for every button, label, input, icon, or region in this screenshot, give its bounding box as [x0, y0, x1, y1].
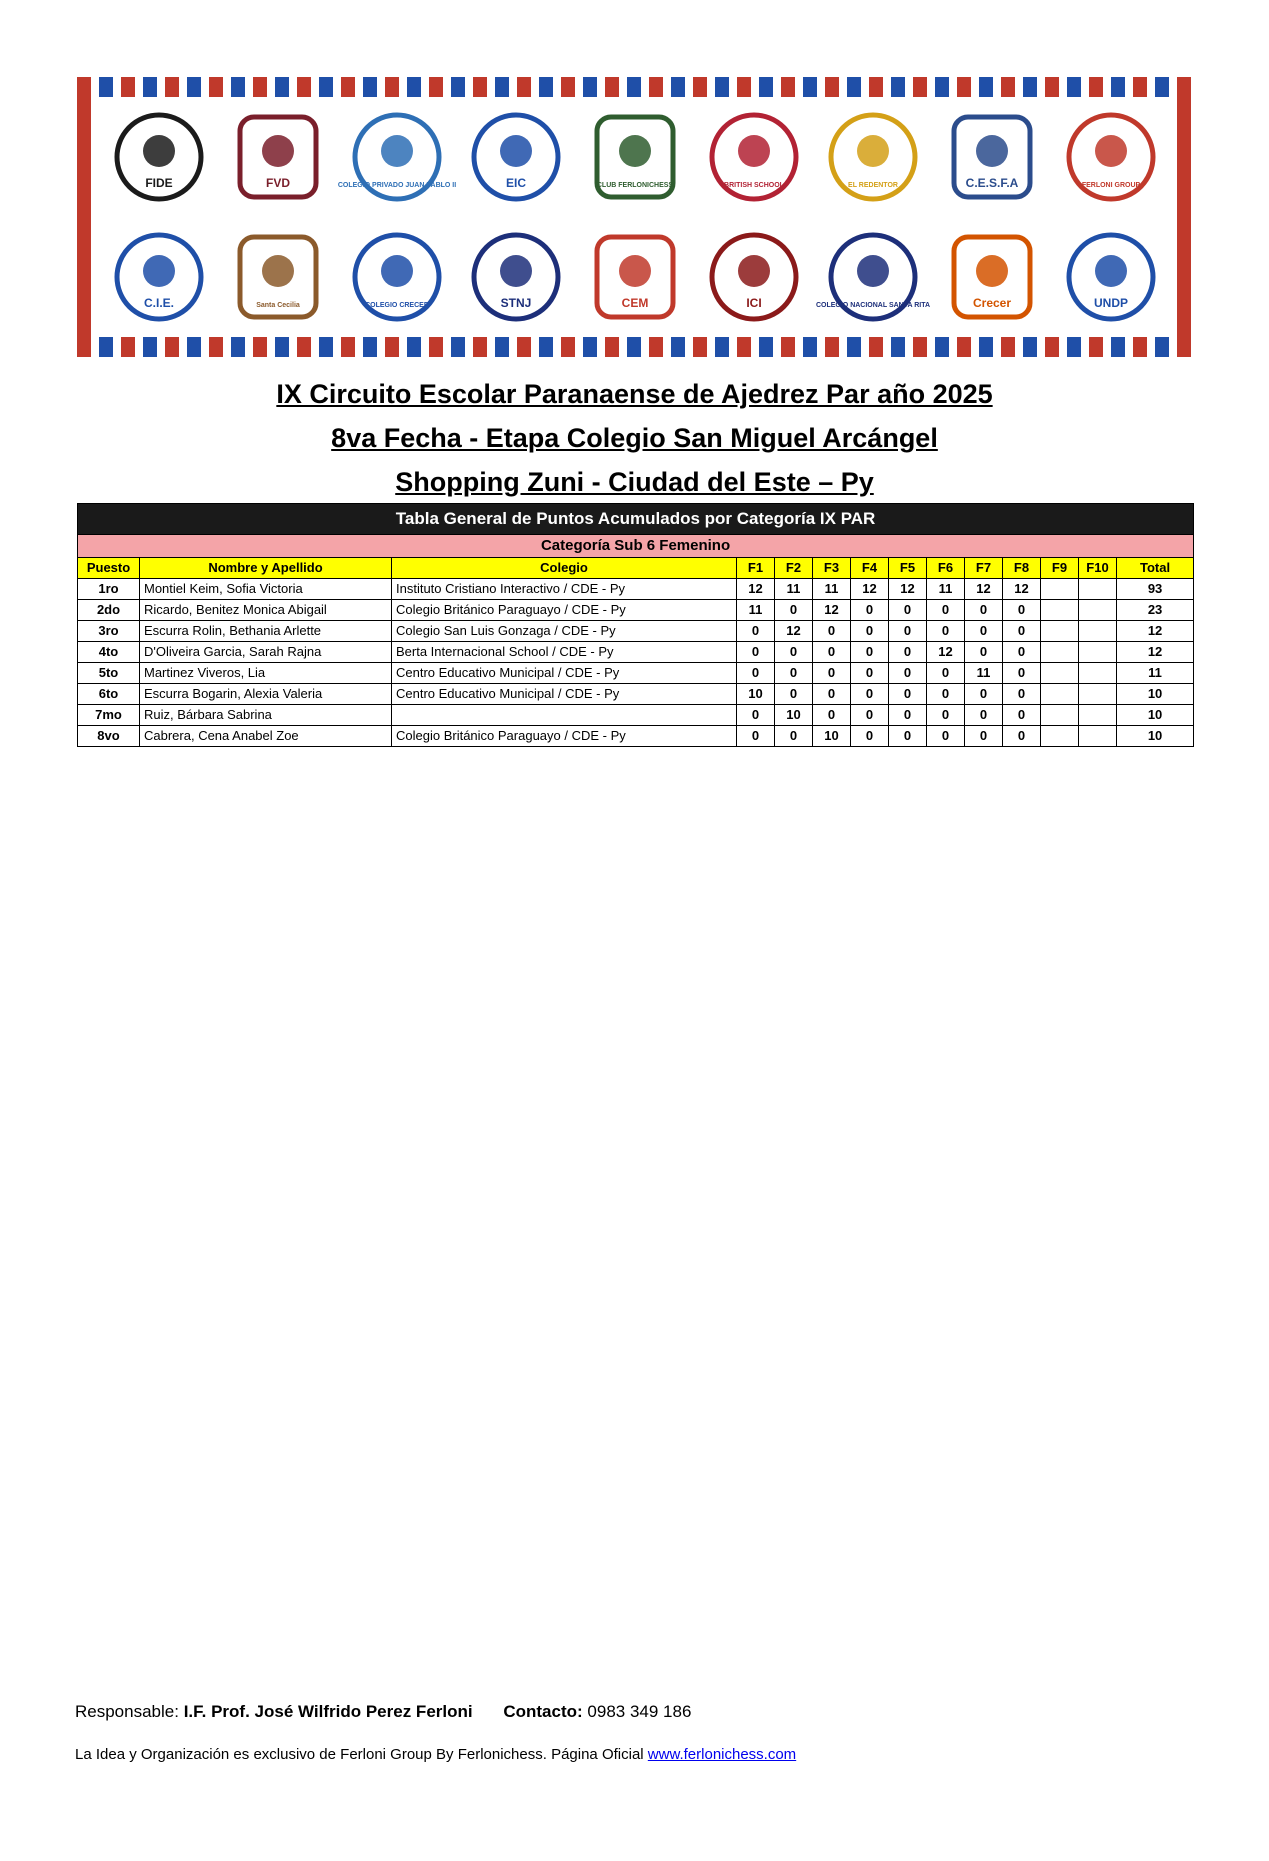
fvd-logo-text: FVD	[265, 176, 290, 190]
column-header: F10	[1079, 558, 1117, 579]
score-cell: 0	[737, 726, 775, 747]
school-cell: Centro Educativo Municipal / CDE - Py	[392, 684, 737, 705]
score-cell	[1041, 663, 1079, 684]
player-name-cell: Cabrera, Cena Anabel Zoe	[140, 726, 392, 747]
score-cell: 0	[775, 600, 813, 621]
score-cell: 0	[775, 663, 813, 684]
table-row	[78, 600, 1194, 621]
idea-text: La Idea y Organización es exclusivo de Ferloni Group By Ferlonichess. Página Oficial	[75, 1746, 644, 1763]
sponsor-banner	[77, 77, 1193, 357]
score-cell: 0	[1003, 705, 1041, 726]
score-cell: 12	[851, 579, 889, 600]
total-cell: 12	[1117, 642, 1194, 663]
responsable-name: I.F. Prof. José Wilfrido Perez Ferloni	[183, 1702, 473, 1721]
club-ferlonichess-logo-text: CLUB FERLONICHESS	[596, 182, 674, 189]
score-cell: 0	[927, 600, 965, 621]
ici-logo	[706, 229, 802, 325]
category-label: Categoría Sub 6 Femenino	[78, 535, 1194, 558]
column-header: F5	[889, 558, 927, 579]
position-cell: 8vo	[78, 726, 140, 747]
school-cell: Instituto Cristiano Interactivo / CDE - Py	[392, 579, 737, 600]
stnj-logo-text: STNJ	[500, 296, 532, 310]
position-cell: 7mo	[78, 705, 140, 726]
position-cell: 2do	[78, 600, 140, 621]
total-cell: 10	[1117, 684, 1194, 705]
undp-logo-text: UNDP	[1094, 296, 1129, 310]
british-school-logo	[706, 109, 802, 205]
table-row	[78, 705, 1194, 726]
score-cell: 0	[889, 621, 927, 642]
column-header: Puesto	[78, 558, 140, 579]
score-cell: 10	[775, 705, 813, 726]
undp-logo	[1063, 229, 1159, 325]
stnj-logo	[468, 229, 564, 325]
position-cell: 3ro	[78, 621, 140, 642]
player-name-cell: Martinez Viveros, Lia	[140, 663, 392, 684]
juan-pablo-logo	[337, 109, 456, 205]
el-redentor-logo	[825, 109, 921, 205]
total-cell: 23	[1117, 600, 1194, 621]
position-cell: 6to	[78, 684, 140, 705]
cem-logo	[587, 229, 683, 325]
score-cell	[1041, 705, 1079, 726]
cie-logo-text: C.I.E.	[143, 296, 174, 310]
score-cell: 0	[889, 642, 927, 663]
santa-rita-logo	[816, 229, 931, 325]
score-cell	[1041, 600, 1079, 621]
column-header: F6	[927, 558, 965, 579]
score-cell: 0	[813, 663, 851, 684]
column-header: Nombre y Apellido	[140, 558, 392, 579]
score-cell: 0	[851, 705, 889, 726]
score-cell: 0	[851, 663, 889, 684]
table-row	[78, 579, 1194, 600]
score-cell	[1079, 684, 1117, 705]
score-cell: 0	[1003, 726, 1041, 747]
column-header: F7	[965, 558, 1003, 579]
score-cell: 0	[927, 726, 965, 747]
score-cell	[1041, 642, 1079, 663]
column-header: F9	[1041, 558, 1079, 579]
title-line-2: 8va Fecha - Etapa Colegio San Miguel Arcángel	[331, 423, 938, 453]
colegio-crecer-logo-text: COLEGIO CRECER	[364, 302, 429, 309]
score-cell: 0	[737, 621, 775, 642]
score-cell: 0	[965, 642, 1003, 663]
player-name-cell: Ricardo, Benitez Monica Abigail	[140, 600, 392, 621]
score-cell	[1079, 705, 1117, 726]
score-cell: 0	[775, 684, 813, 705]
school-cell: Colegio San Luis Gonzaga / CDE - Py	[392, 621, 737, 642]
score-cell: 0	[927, 621, 965, 642]
table-row	[78, 642, 1194, 663]
ferloni-group-logo-text: FERLONI GROUP	[1082, 182, 1141, 189]
score-cell: 11	[775, 579, 813, 600]
cie-logo	[111, 229, 207, 325]
total-cell: 93	[1117, 579, 1194, 600]
el-redentor-logo-text: EL REDENTOR	[848, 182, 899, 189]
score-cell: 0	[851, 684, 889, 705]
table-row	[78, 684, 1194, 705]
british-school-logo-text: BRITISH SCHOOL	[724, 182, 785, 189]
score-cell: 11	[737, 600, 775, 621]
score-cell: 0	[889, 726, 927, 747]
score-cell: 0	[927, 705, 965, 726]
score-cell: 0	[813, 705, 851, 726]
score-cell: 12	[889, 579, 927, 600]
score-cell: 0	[775, 642, 813, 663]
player-name-cell: Ruiz, Bárbara Sabrina	[140, 705, 392, 726]
school-cell	[392, 705, 737, 726]
player-name-cell: Escurra Rolin, Bethania Arlette	[140, 621, 392, 642]
score-cell	[1041, 579, 1079, 600]
crecer-logo	[944, 229, 1040, 325]
score-cell: 0	[889, 684, 927, 705]
score-cell: 0	[1003, 663, 1041, 684]
cesfa-logo-text: C.E.S.F.A	[965, 176, 1019, 190]
table-title: Tabla General de Puntos Acumulados por Categoría IX PAR	[78, 504, 1194, 535]
score-cell: 0	[737, 642, 775, 663]
player-name-cell: Escurra Bogarin, Alexia Valeria	[140, 684, 392, 705]
cem-logo-text: CEM	[621, 296, 649, 310]
score-cell: 10	[737, 684, 775, 705]
logo-grid	[99, 97, 1171, 337]
score-cell	[1079, 579, 1117, 600]
score-cell: 0	[851, 621, 889, 642]
score-cell: 0	[737, 705, 775, 726]
total-cell: 10	[1117, 726, 1194, 747]
score-cell: 0	[965, 600, 1003, 621]
score-cell: 12	[813, 600, 851, 621]
score-cell: 0	[889, 663, 927, 684]
score-cell: 0	[927, 684, 965, 705]
score-cell: 11	[813, 579, 851, 600]
score-cell: 0	[813, 621, 851, 642]
footer-idea	[75, 1746, 796, 1763]
score-cell	[1079, 642, 1117, 663]
score-cell: 0	[813, 684, 851, 705]
position-cell: 5to	[78, 663, 140, 684]
score-cell: 12	[965, 579, 1003, 600]
score-cell: 0	[1003, 600, 1041, 621]
total-cell: 11	[1117, 663, 1194, 684]
table-row	[78, 663, 1194, 684]
score-cell	[1079, 621, 1117, 642]
score-cell	[1079, 663, 1117, 684]
table-row	[78, 621, 1194, 642]
score-cell: 11	[965, 663, 1003, 684]
score-cell: 0	[927, 663, 965, 684]
title-line-3: Shopping Zuni - Ciudad del Este – Py	[395, 467, 874, 497]
score-cell: 0	[965, 726, 1003, 747]
contacto-label: Contacto:	[503, 1702, 583, 1721]
score-cell: 0	[965, 684, 1003, 705]
score-cell	[1041, 726, 1079, 747]
player-name-cell: Montiel Keim, Sofia Victoria	[140, 579, 392, 600]
document-header	[0, 372, 1269, 504]
fide-logo-text: FIDE	[144, 176, 173, 190]
score-cell: 0	[737, 663, 775, 684]
score-cell: 11	[927, 579, 965, 600]
santa-rita-logo-text: COLEGIO NACIONAL SANTA RITA	[816, 302, 931, 309]
position-cell: 4to	[78, 642, 140, 663]
column-header: F2	[775, 558, 813, 579]
score-cell: 0	[775, 726, 813, 747]
score-cell: 0	[1003, 642, 1041, 663]
score-cell: 0	[851, 600, 889, 621]
school-cell: Colegio Británico Paraguayo / CDE - Py	[392, 726, 737, 747]
eic-logo-text: EIC	[505, 176, 526, 190]
score-cell: 0	[851, 642, 889, 663]
player-name-cell: D'Oliveira Garcia, Sarah Rajna	[140, 642, 392, 663]
official-site-link[interactable]: www.ferlonichess.com	[647, 1746, 797, 1763]
score-cell: 0	[965, 705, 1003, 726]
total-cell: 12	[1117, 621, 1194, 642]
score-cell: 0	[889, 705, 927, 726]
score-cell: 12	[737, 579, 775, 600]
score-cell: 0	[965, 621, 1003, 642]
score-cell: 0	[851, 726, 889, 747]
title-line-1: IX Circuito Escolar Paranaense de Ajedrez Par año 2025	[276, 379, 993, 409]
juan-pablo-logo-text: COLEGIO PRIVADO JUAN PABLO II	[337, 182, 456, 189]
score-cell: 0	[1003, 621, 1041, 642]
column-header: F3	[813, 558, 851, 579]
score-cell: 12	[927, 642, 965, 663]
column-header: Total	[1117, 558, 1194, 579]
score-cell	[1041, 684, 1079, 705]
table-body	[78, 579, 1194, 747]
colegio-crecer-logo	[349, 229, 445, 325]
score-cell	[1041, 621, 1079, 642]
score-cell: 0	[813, 642, 851, 663]
standings-table	[77, 503, 1194, 747]
fide-logo	[111, 109, 207, 205]
school-cell: Colegio Británico Paraguayo / CDE - Py	[392, 600, 737, 621]
crecer-logo-text: Crecer	[973, 296, 1012, 310]
score-cell	[1079, 726, 1117, 747]
score-cell: 12	[1003, 579, 1041, 600]
school-cell: Centro Educativo Municipal / CDE - Py	[392, 663, 737, 684]
fvd-logo	[230, 109, 326, 205]
score-cell: 12	[775, 621, 813, 642]
column-header: F8	[1003, 558, 1041, 579]
column-header: F4	[851, 558, 889, 579]
cesfa-logo	[944, 109, 1040, 205]
score-cell	[1079, 600, 1117, 621]
score-cell: 0	[889, 600, 927, 621]
santa-cecilia-logo-text: Santa Cecilia	[255, 302, 300, 309]
table-row	[78, 726, 1194, 747]
santa-cecilia-logo	[230, 229, 326, 325]
school-cell: Berta Internacional School / CDE - Py	[392, 642, 737, 663]
club-ferlonichess-logo	[587, 109, 683, 205]
total-cell: 10	[1117, 705, 1194, 726]
column-header: F1	[737, 558, 775, 579]
eic-logo	[468, 109, 564, 205]
column-header: Colegio	[392, 558, 737, 579]
ferloni-group-logo	[1063, 109, 1159, 205]
ici-logo-text: ICI	[746, 296, 762, 310]
column-headers	[78, 558, 1194, 579]
footer-responsable	[75, 1702, 691, 1722]
score-cell: 10	[813, 726, 851, 747]
position-cell: 1ro	[78, 579, 140, 600]
responsable-label: Responsable:	[75, 1702, 179, 1721]
score-cell: 0	[1003, 684, 1041, 705]
contacto-value: 0983 349 186	[587, 1702, 692, 1721]
